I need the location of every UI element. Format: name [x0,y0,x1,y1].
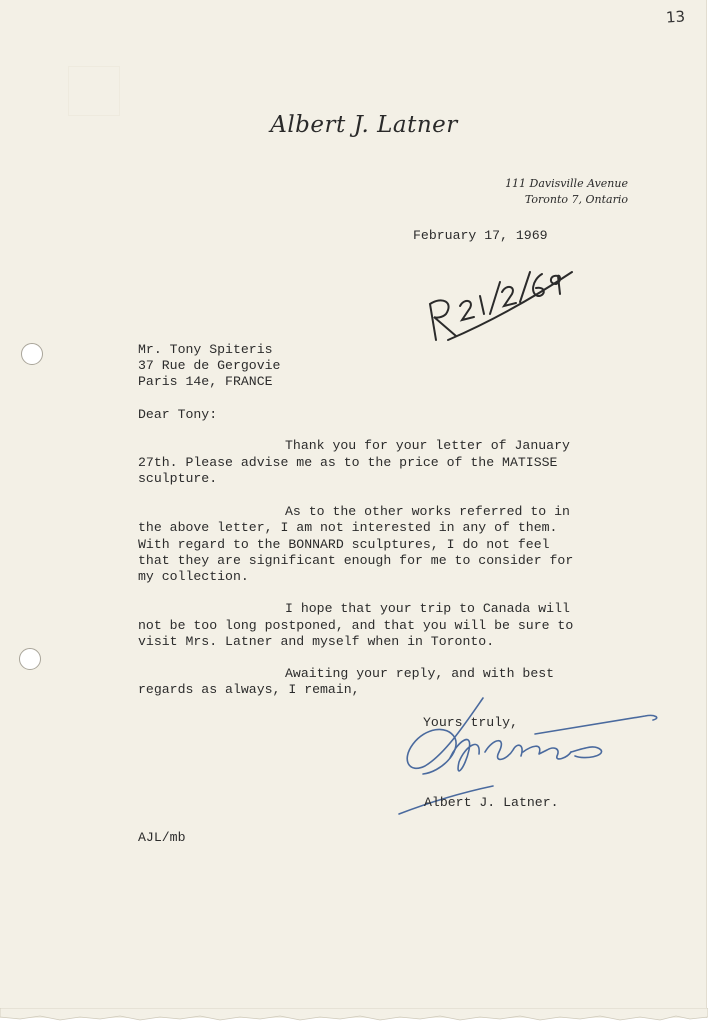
recipient-line3: Paris 14e, FRANCE [138,374,273,389]
body-p1-line2: 27th. Please advise me as to the price of the MATISSE [138,455,558,470]
torn-edge [0,1008,708,1024]
letterhead-address-line1: 111 Davisville Avenue [505,177,628,190]
page-number: 13 [665,7,686,27]
body-p4-line2: regards as always, I remain, [138,682,360,697]
reference-initials: AJL/mb [138,830,186,845]
letterhead-name: Albert J. Latner [270,112,458,138]
punch-hole-bottom [19,648,41,670]
letterhead-address-line2: Toronto 7, Ontario [524,193,628,206]
body-p2-line2: the above letter, I am not interested in any of them. [138,520,558,535]
body-p3-line3: visit Mrs. Latner and myself when in Toronto. [138,634,495,649]
letter-date: February 17, 1969 [413,228,548,243]
received-note-handwritten [420,262,580,352]
body-p1-line1: Thank you for your letter of January [285,438,570,453]
body-p4-line1: Awaiting your reply, and with best [285,666,555,681]
closing: Yours truly, [423,715,518,730]
body-p1-line3: sculpture. [138,471,218,486]
body-p2-line4: that they are significant enough for me to consider for [138,553,574,568]
recipient-line1: Mr. Tony Spiteris [138,342,273,357]
embossed-logo [68,66,120,116]
body-p2-line3: With regard to the BONNARD sculptures, I do not feel [138,537,550,552]
body-p2-line1: As to the other works referred to in [285,504,570,519]
body-p3-line2: not be too long postponed, and that you will be sure to [138,618,574,633]
salutation: Dear Tony: [138,407,218,422]
body-p2-line5: my collection. [138,569,249,584]
body-p3-line1: I hope that your trip to Canada will [285,601,570,616]
signature-name: Albert J. Latner. [424,795,559,810]
punch-hole-top [21,343,43,365]
recipient-line2: 37 Rue de Gergovie [138,358,281,373]
